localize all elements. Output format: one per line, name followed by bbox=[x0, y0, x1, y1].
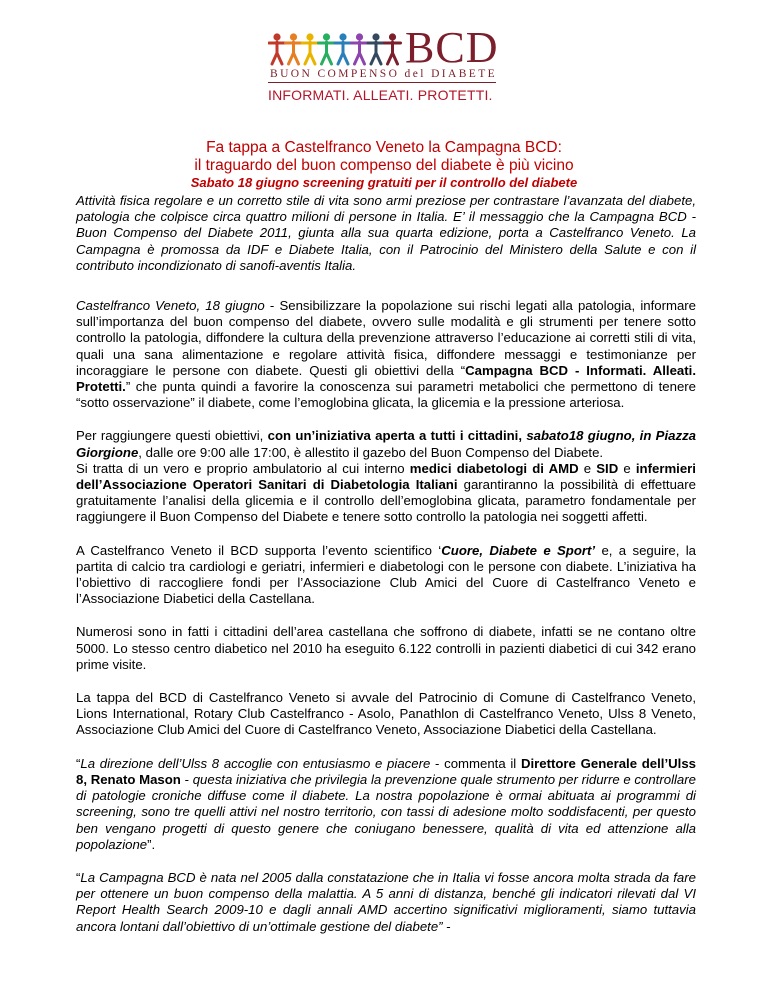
logo-brand-full: BUON COMPENSO del DIABETE bbox=[270, 68, 498, 80]
p2-text-a: Per raggiungere questi obiettivi, bbox=[76, 428, 268, 444]
campaign-name: Campagna BCD - Informati. Alleati. Protetti. bbox=[76, 362, 696, 395]
p2-text-f: garantiranno la possibilità di effettuare gratuitamente l’analisi della glicemia e il controllo dell’emoglobina glicata, parametro fondamentale per raggiungere il Buon Compenso del Diabete e tenere sotto controllo la patologia nei soggetti affetti. bbox=[76, 477, 696, 525]
paragraph-2 bbox=[76, 428, 696, 525]
event-date-place: sabato18 giugno, in Piazza Giorgione bbox=[76, 428, 697, 460]
person-figure-icon bbox=[269, 33, 285, 64]
person-figure-icon bbox=[385, 33, 401, 64]
paragraph-6 bbox=[76, 756, 696, 853]
logo-tagline: INFORMATI. ALLEATI. PROTETTI. bbox=[268, 87, 493, 103]
p2-text-e: e bbox=[618, 460, 636, 476]
person-figure-icon bbox=[319, 33, 335, 64]
article-body bbox=[76, 193, 696, 952]
sid: SID bbox=[596, 460, 619, 476]
press-release-titles bbox=[60, 139, 708, 191]
person-figure-icon bbox=[368, 33, 384, 64]
p1-text-a: - Sensibilizzare la popolazione sui rischi legati alla patologia, informare sull’importanza del buon compenso del diabete, ovvero sulle modalità e gli strumenti per tenere sotto controllo la patologia, diffondere la cultura della prevenzione attraverso l’educazione ai corretti stili di vita, quali una sana alimentazione e regolare attività fisica, diffondere messaggi e testimonianze per incoraggiare le persone con diabete. Questi gli obiettivi della “ bbox=[76, 298, 697, 378]
p7-tail: - bbox=[442, 918, 451, 934]
paragraph-1 bbox=[76, 298, 696, 411]
p6-quote-close: ”. bbox=[147, 836, 156, 852]
p6-text-a: - commenta il bbox=[430, 755, 521, 771]
amd-doctors: medici diabetologi di AMD bbox=[409, 460, 579, 476]
paragraph-3 bbox=[76, 543, 696, 608]
logo-brand: BCD bbox=[405, 23, 499, 72]
p7-quote-open: “ bbox=[76, 869, 81, 885]
subtitle: Sabato 18 giugno screening gratuiti per il controllo del diabete bbox=[190, 175, 578, 190]
p3-text-b: e, a seguire, la partita di calcio tra cardiologi e geriatri, infermieri e diabetologi con le persone con diabete. L’iniziativa ha l’obiettivo di raccogliere fondi per l’Associazione Club Amici del Cuore di Castelfranco Veneto e l’Associazione Diabetici della Castellana. bbox=[76, 542, 696, 607]
paragraph-4: Numerosi sono in fatti i cittadini dell’area castellana che soffrono di diabete, infatti se ne contano oltre 5000. Lo stesso centro diabetico nel 2010 ha eseguito 6.122 controlli in pazienti diabetici di cui 342 erano prime visite. bbox=[76, 624, 696, 672]
logo-divider bbox=[268, 82, 496, 83]
p2-bold-a: con un’iniziativa aperta a tutti i cittadini, bbox=[267, 428, 527, 444]
person-figure-icon bbox=[302, 33, 318, 64]
person-figure-icon bbox=[352, 33, 368, 64]
person-figure-icon bbox=[335, 33, 351, 64]
nurses-association: infermieri dell’Associazione Operatori Sanitari di Diabetologia Italiani bbox=[76, 460, 696, 493]
title-line-2: il traguardo del buon compenso del diabete è più vicino bbox=[194, 157, 574, 174]
people-figures-icon bbox=[268, 32, 404, 66]
bcd-logo bbox=[268, 23, 508, 106]
person-figure-icon bbox=[286, 33, 302, 64]
p2-text-c: Si tratta di un vero e proprio ambulatorio al cui interno bbox=[76, 460, 410, 476]
p2-text-b: , dalle ore 9:00 alle 17:00, è allestito il gazebo del Buon Compenso del Diabete. bbox=[138, 444, 604, 460]
p2-text-d: e bbox=[578, 460, 597, 476]
director-name: Direttore Generale dell’Ulss 8, Renato Mason bbox=[76, 755, 696, 787]
p3-text-a: A Castelfranco Veneto il BCD supporta l’evento scientifico ‘ bbox=[76, 542, 442, 558]
paragraph-5: La tappa del BCD di Castelfranco Veneto si avvale del Patrocinio di Comune di Castelfranco Veneto, Lions International, Rotary Club Castelfranco - Asolo, Panathlon di Castelfranco Veneto, Ulss 8 Veneto, Associazione Club Amici del Cuore di Castelfranco Veneto, Associazione Diabetici della Castellana. bbox=[76, 690, 696, 738]
dateline: Castelfranco Veneto, 18 giugno bbox=[76, 298, 265, 314]
p6-quote-a: La direzione dell’Ulss 8 accoglie con entusiasmo e piacere bbox=[80, 755, 431, 771]
title-line-1: Fa tappa a Castelfranco Veneto la Campagna BCD: bbox=[206, 139, 562, 156]
p6-quote-open: “ bbox=[76, 755, 81, 771]
p7-quote: La Campagna BCD è nata nel 2005 dalla constatazione che in Italia vi fosse ancora molta strada da fare per ottenere un buon compenso della malattia. A 5 anni di distanza, benché gli indicatori rilevati dal VI Report Health Search 2009-10 e dagli annali AMD accertino significativi miglioramenti, siamo tuttavia ancora lontani dall’obiettivo di un’ottimale gestione del diabete” bbox=[76, 869, 696, 934]
paragraph-7 bbox=[76, 870, 696, 935]
p6-quote-b: questa iniziativa che privilegia la prevenzione quale strumento per ridurre e controllare di patologie croniche diffuse come il diabete. La nostra popolazione è ormai abituata ai programmi di screening, sono tre quelli attivi nel nostro territorio, con tassi di adesione molto soddisfacenti, per questo ben vengano progetti di questo genere che coniugano benessere, qualità di vita ed attenzione alla popolazione bbox=[76, 771, 696, 852]
p6-text-b: - bbox=[180, 771, 193, 787]
p1-text-b: ” che punta quindi a favorire la conoscenza sui parametri metabolici che permettono di tenere “sotto osservazione” il diabete, come l’emoglobina glicata, la glicemia e la pressione arteriosa. bbox=[76, 379, 696, 411]
intro-paragraph: Attività fisica regolare e un corretto stile di vita sono armi preziose per contrastare l’avanzata del diabete, patologia che colpisce circa quattro milioni di persone in Italia. E’ il messaggio che la Campagna BCD - Buon Compenso del Diabete 2011, giunta alla sua quarta edizione, porta a Castelfranco Veneto. La Campagna è promossa da IDF e Diabete Italia, con il Patrocinio del Ministero della Salute e con il contributo incondizionato di sanofi-aventis Italia. bbox=[76, 193, 696, 273]
event-title: Cuore, Diabete e Sport’ bbox=[441, 542, 596, 558]
